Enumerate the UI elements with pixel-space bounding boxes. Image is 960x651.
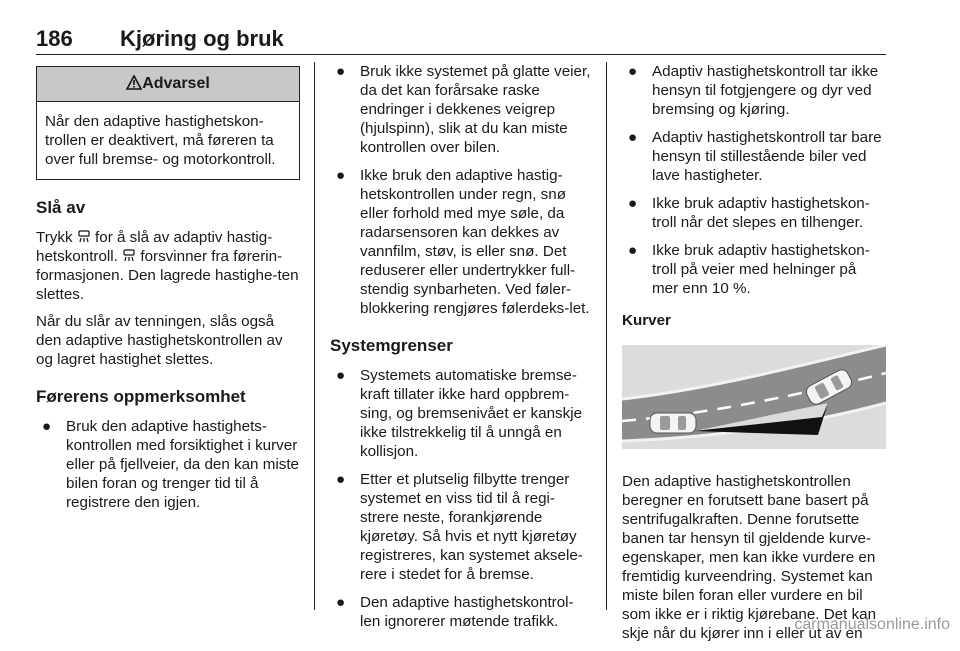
column-left <box>36 62 300 521</box>
section-title-curves: Kurver <box>622 312 671 329</box>
watermark: carmanualsonline.info <box>794 616 950 633</box>
bullet-icon: ● <box>336 367 346 384</box>
curve-road-illustration <box>622 345 886 449</box>
list-item-text: Ikke bruk adaptiv hastighetskon-troll på veier med helninger på mer enn 10 %. <box>652 242 870 297</box>
list-item <box>622 62 886 119</box>
bullet-icon: ● <box>336 167 346 184</box>
warning-box <box>36 66 300 180</box>
page-title: Kjøring og bruk <box>120 26 284 51</box>
bullet-list <box>330 62 592 318</box>
bullet-icon: ● <box>628 195 638 212</box>
bullet-list <box>330 366 592 631</box>
column-divider <box>606 62 607 610</box>
page-header <box>36 22 886 55</box>
column-right <box>622 62 886 651</box>
turn-off-paragraph <box>36 228 300 304</box>
adaptive-cruise-control-icon <box>122 248 136 262</box>
section-title-system-limits: Systemgrenser <box>330 336 453 355</box>
column-divider <box>314 62 315 610</box>
list-item <box>622 194 886 232</box>
list-item-text: Bruk ikke systemet på glatte veier, da det kan forårsake raske endringer i dekkenes veigrep (hjulspinn), slik at du kan miste kontrollen over bilen. <box>360 63 591 156</box>
section-title-turn-off: Slå av <box>36 198 86 217</box>
list-item <box>330 470 592 584</box>
list-item <box>330 62 592 157</box>
column-middle <box>330 62 592 640</box>
list-item <box>330 166 592 318</box>
page-number: 186 <box>36 26 73 51</box>
adaptive-cruise-control-icon <box>77 229 91 243</box>
text-fragment: forsvinner fra førerin-formasjonen. Den lagrede hastighe-ten slettes. <box>36 248 299 303</box>
bullet-icon: ● <box>628 129 638 146</box>
bullet-icon: ● <box>336 471 346 488</box>
list-item-text: Adaptiv hastighetskontroll tar bare hensyn til stillestående biler ved lave hastigheter. <box>652 129 882 184</box>
list-item-text: Ikke bruk den adaptive hastig-hetskontrollen under regn, snø eller forhold med mye søle, da radarsensoren kan dekkes av vannfilm, støv, is eller snø. Det reduserer eller undertrykker full-stendig synbarheten. Ved føler-blokkering rengjøres følerdeks-let. <box>360 167 590 317</box>
bullet-list <box>622 62 886 298</box>
bullet-icon: ● <box>336 63 346 80</box>
bullet-icon: ● <box>42 418 52 435</box>
list-item-text: Etter et plutselig filbytte trenger systemet en viss tid til å regi-strere neste, forankjørende kjøretøy. Så hvis et nytt kjøretøy registreres, kan systemet aksele-rere i stedet for å bremse. <box>360 471 583 583</box>
list-item <box>330 366 592 461</box>
ignition-paragraph: Når du slår av tenningen, slås også den adaptive hastighetskontrollen av og lagret hastighet slettes. <box>36 313 283 368</box>
list-item <box>36 417 300 512</box>
list-item-text: Systemets automatiske bremse-kraft tillater ikke hard oppbrem-sing, og bremsenivået er kanskje ikke tilstrekkelig til å unngå en kollisjon. <box>360 367 583 460</box>
bullet-list <box>36 417 300 512</box>
warning-header <box>37 67 299 102</box>
section-title-driver-attention: Førerens oppmerksomhet <box>36 387 246 406</box>
list-item <box>622 128 886 185</box>
curves-paragraph: Den adaptive hastighetskontrollen beregner en forutsett bane basert på sentrifugalkraften. Denne forutsette banen tar hensyn til gjeldende kurve-egenskaper, men kan ikke vurdere en fremtidig kurveendring. Systemet kan miste bilen foran eller vurdere en bil som ikke er i riktig kjørebane. Det kan skje når du kjører inn i eller ut av en <box>622 473 877 642</box>
bullet-icon: ● <box>628 63 638 80</box>
list-item-text: Den adaptive hastighetskontrol-len ignorerer møtende trafikk. <box>360 594 574 630</box>
warning-text: Når den adaptive hastighetskon-trollen er deaktivert, må føreren ta over full bremse- og motorkontroll. <box>45 113 276 168</box>
bullet-icon: ● <box>336 594 346 611</box>
list-item <box>330 593 592 631</box>
list-item-text: Ikke bruk adaptiv hastighetskon-troll når det slepes en tilhenger. <box>652 195 870 231</box>
warning-heading: Advarsel <box>142 75 210 92</box>
bullet-icon: ● <box>628 242 638 259</box>
list-item-text: Bruk den adaptive hastighets-kontrollen med forsiktighet i kurver eller på fjellveier, da den kan miste bilen foran og trenger tid til å registrere den igjen. <box>66 418 300 511</box>
list-item-text: Adaptiv hastighetskontroll tar ikke hensyn til fotgjengere og dyr ved bremsing og kjøring. <box>652 63 879 118</box>
text-fragment: Trykk <box>36 229 73 246</box>
text-fragment: for å slå av adaptiv hastig-hetskontroll. <box>36 229 273 265</box>
list-item <box>622 241 886 298</box>
warning-triangle-icon <box>126 75 142 90</box>
